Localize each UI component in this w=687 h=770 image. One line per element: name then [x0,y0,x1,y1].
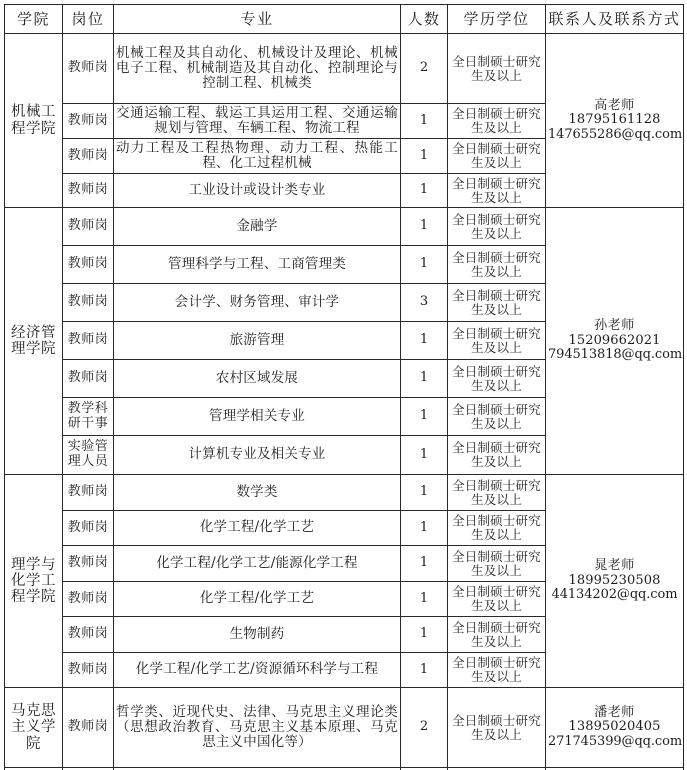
college-name-cell: 理学与化学工程学院 [5,475,63,688]
post-cell: 教师岗 [63,546,114,582]
major-cell: 化学工程/化学工艺 [114,582,401,617]
headcount-cell: 1 [401,511,448,546]
contact-cell [546,688,684,768]
college-name-cell: 马克思主义学院 [5,688,63,768]
major-cell: 会计学、财务管理、审计学 [114,284,401,322]
headcount-cell: 1 [401,208,448,246]
major-cell: 化学工程/化学工艺/能源化学工程 [114,546,401,582]
headcount-cell: 1 [401,104,448,139]
contact-email-address: 147655286@qq.com [548,126,683,142]
major-cell: 金融学 [114,208,401,246]
degree-requirement-cell: 全日制硕士研究生及以上 [448,174,546,208]
degree-requirement-cell: 全日制硕士研究生及以上 [448,139,546,174]
major-cell: 旅游管理 [114,322,401,360]
contact-phone-number: 13895020405 [568,719,661,735]
column-header-contact: 联系人及联系方式 [546,5,684,34]
header-row [5,5,684,34]
headcount-cell: 1 [401,398,448,436]
degree-requirement-cell: 全日制硕士研究生及以上 [448,398,546,436]
headcount-cell: 1 [401,360,448,398]
contact-phone-number: 15209662021 [568,332,661,348]
contact-email-address: 44134202@qq.com [551,587,678,603]
post-cell: 教师岗 [63,511,114,546]
post-cell: 教师岗 [63,475,114,511]
degree-requirement-cell: 全日制硕士研究生及以上 [448,104,546,139]
column-header-post: 岗位 [63,5,114,34]
table-header [5,5,684,34]
post-cell: 教师岗 [63,617,114,653]
major-cell: 交通运输工程、载运工具运用工程、交通运输规划与管理、车辆工程、物流工程 [114,104,401,139]
headcount-cell: 1 [401,653,448,688]
post-cell: 教师岗 [63,688,114,768]
major-cell: 管理科学与工程、工商管理类 [114,246,401,284]
contact-cell [546,475,684,688]
degree-requirement-cell: 全日制硕士研究生及以上 [448,617,546,653]
major-cell: 管理学相关专业 [114,398,401,436]
headcount-cell: 3 [401,284,448,322]
post-cell: 教师岗 [63,104,114,139]
major-cell: 农村区域发展 [114,360,401,398]
degree-requirement-cell: 全日制硕士研究生及以上 [448,246,546,284]
contact-person-name: 高老师 [594,97,635,113]
headcount-cell: 1 [401,139,448,174]
major-cell: 化学工程/化学工艺 [114,511,401,546]
post-cell: 教师岗 [63,139,114,174]
post-cell: 教师岗 [63,582,114,617]
table-body [5,34,684,770]
degree-requirement-cell: 全日制硕士研究生及以上 [448,34,546,104]
post-cell: 教师岗 [63,284,114,322]
post-cell: 实验管理人员 [63,436,114,475]
column-header-degree: 学历学位 [448,5,546,34]
post-cell: 教师岗 [63,360,114,398]
degree-requirement-cell: 全日制硕士研究生及以上 [448,511,546,546]
degree-requirement-cell: 全日制硕士研究生及以上 [448,582,546,617]
post-cell: 教师岗 [63,174,114,208]
column-header-major: 专业 [114,5,401,34]
recruitment-table [4,4,684,770]
contact-person-name: 潘老师 [594,704,635,720]
major-cell: 哲学类、近现代史、法律、马克思主义理论类（思想政治教育、马克思主义基本原理、马克思主义中国化等） [114,688,401,768]
headcount-cell: 1 [401,582,448,617]
headcount-cell: 1 [401,174,448,208]
major-cell: 化学工程/化学工艺/资源循环科学与工程 [114,653,401,688]
degree-requirement-cell: 全日制硕士研究生及以上 [448,475,546,511]
major-cell: 数学类 [114,475,401,511]
contact-cell [546,208,684,475]
major-cell: 生物制药 [114,617,401,653]
degree-requirement-cell: 全日制硕士研究生及以上 [448,546,546,582]
post-cell: 教师岗 [63,246,114,284]
headcount-cell: 2 [401,34,448,104]
headcount-cell: 1 [401,546,448,582]
degree-requirement-cell: 全日制硕士研究生及以上 [448,284,546,322]
table-row [5,475,684,511]
major-cell: 计算机专业及相关专业 [114,436,401,475]
table-row [5,208,684,246]
contact-phone-number: 18995230508 [568,572,661,588]
degree-requirement-cell: 全日制硕士研究生及以上 [448,360,546,398]
headcount-cell: 1 [401,246,448,284]
college-name-cell: 经济管理学院 [5,208,63,475]
post-cell: 教师岗 [63,208,114,246]
degree-requirement-cell: 全日制硕士研究生及以上 [448,436,546,475]
headcount-cell: 2 [401,688,448,768]
post-cell: 教师岗 [63,34,114,104]
degree-requirement-cell: 全日制硕士研究生及以上 [448,208,546,246]
headcount-cell: 1 [401,617,448,653]
table-row [5,34,684,104]
column-header-college: 学院 [5,5,63,34]
college-name-cell: 机械工程学院 [5,34,63,208]
degree-requirement-cell: 全日制硕士研究生及以上 [448,322,546,360]
contact-email-address: 271745399@qq.com [548,733,683,749]
major-cell: 机械工程及其自动化、机械设计及理论、机械电子工程、机械制造及其自动化、控制理论与控制工程、机械类 [114,34,401,104]
major-cell: 动力工程及工程热物理、动力工程、热能工程、化工过程机械 [114,139,401,174]
contact-cell [546,34,684,208]
post-cell: 教师岗 [63,653,114,688]
column-header-count: 人数 [401,5,448,34]
contact-person-name: 晁老师 [594,558,635,574]
headcount-cell: 1 [401,436,448,475]
table-row [5,688,684,768]
post-cell: 教师岗 [63,322,114,360]
contact-person-name: 孙老师 [594,318,635,334]
post-cell: 教学科研干事 [63,398,114,436]
contact-phone-number: 18795161128 [568,112,661,128]
degree-requirement-cell: 全日制硕士研究生及以上 [448,688,546,768]
headcount-cell: 1 [401,322,448,360]
headcount-cell: 1 [401,475,448,511]
degree-requirement-cell: 全日制硕士研究生及以上 [448,653,546,688]
major-cell: 工业设计或设计类专业 [114,174,401,208]
contact-email-address: 794513818@qq.com [548,347,683,363]
